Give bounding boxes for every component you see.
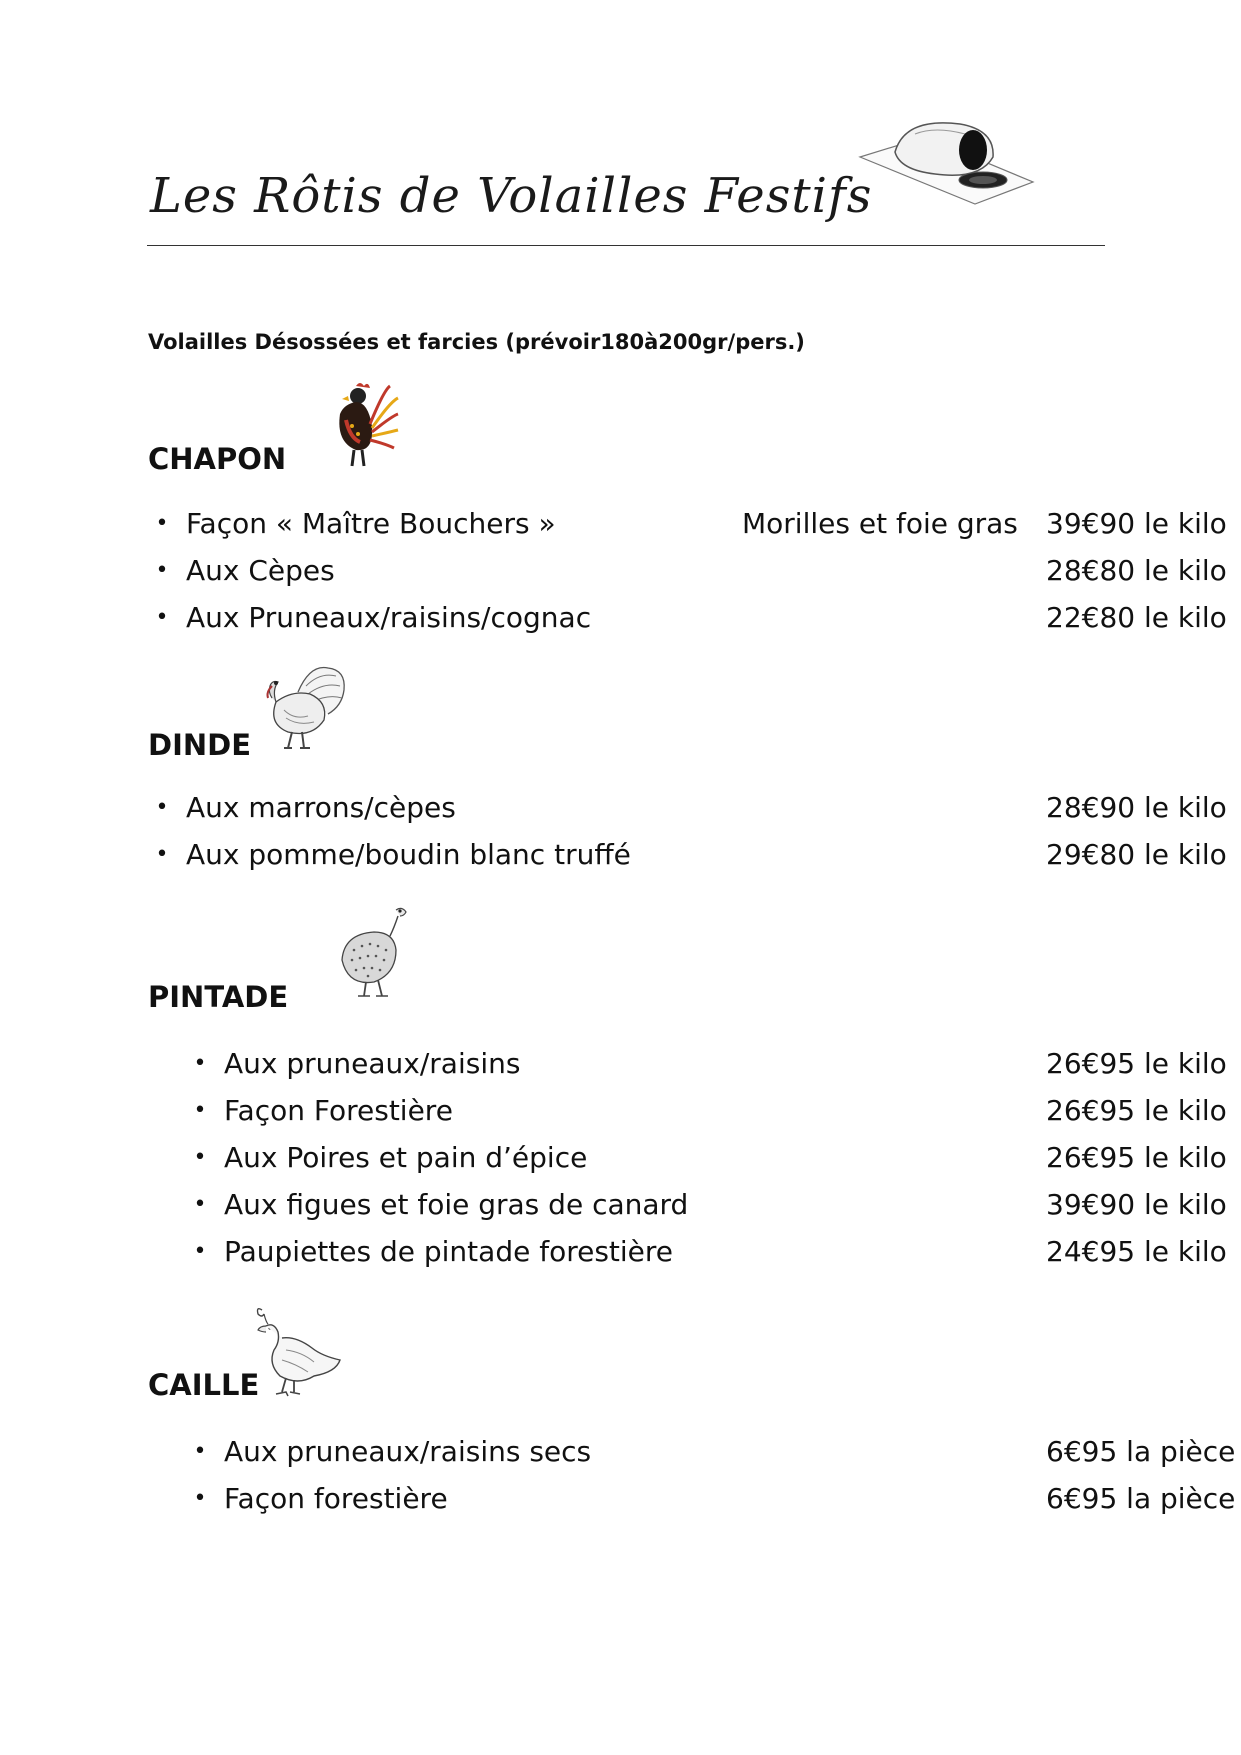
item-price: 28€80 le kilo: [1046, 554, 1227, 587]
guinea-fowl-icon: [334, 898, 418, 1002]
item-label: Aux Pruneaux/raisins/cognac: [186, 601, 592, 634]
item-price: 24€95 le kilo: [1046, 1235, 1227, 1268]
item-price: 39€90 le kilo: [1046, 1188, 1227, 1221]
bullet-icon: •: [193, 1486, 207, 1511]
roast-icon: [855, 112, 1035, 212]
bullet-icon: •: [193, 1239, 207, 1264]
turkey-icon: [258, 662, 350, 754]
item-price: 39€90 le kilo: [1046, 507, 1227, 540]
section-title-dinde: DINDE: [148, 728, 252, 762]
quail-icon: [252, 1304, 344, 1400]
bullet-icon: •: [155, 795, 169, 820]
item-label: Aux Cèpes: [186, 554, 335, 587]
item-note: Morilles et foie gras: [742, 507, 1018, 540]
page-title: Les Rôtis de Volailles Festifs: [150, 168, 873, 224]
bullet-icon: •: [193, 1439, 207, 1464]
bullet-icon: •: [193, 1051, 207, 1076]
item-price: 26€95 le kilo: [1046, 1047, 1227, 1080]
bullet-icon: •: [155, 842, 169, 867]
item-price: 6€95 la pièce: [1046, 1482, 1236, 1515]
item-price: 29€80 le kilo: [1046, 838, 1227, 871]
item-label: Aux pomme/boudin blanc truffé: [186, 838, 631, 871]
item-label: Façon Forestière: [224, 1094, 453, 1127]
item-price: 28€90 le kilo: [1046, 791, 1227, 824]
item-label: Aux pruneaux/raisins: [224, 1047, 521, 1080]
item-price: 6€95 la pièce: [1046, 1435, 1236, 1468]
bullet-icon: •: [193, 1098, 207, 1123]
item-label: Aux pruneaux/raisins secs: [224, 1435, 592, 1468]
bullet-icon: •: [155, 605, 169, 630]
subtitle: Volailles Désossées et farcies (prévoir180à200gr/pers.): [148, 330, 805, 354]
item-price: 22€80 le kilo: [1046, 601, 1227, 634]
section-title-chapon: CHAPON: [148, 442, 287, 476]
bullet-icon: •: [155, 511, 169, 536]
item-label: Aux Poires et pain d’épice: [224, 1141, 588, 1174]
item-label: Paupiettes de pintade forestière: [224, 1235, 674, 1268]
item-label: Façon forestière: [224, 1482, 448, 1515]
bullet-icon: •: [193, 1192, 207, 1217]
item-price: 26€95 le kilo: [1046, 1094, 1227, 1127]
bullet-icon: •: [155, 558, 169, 583]
item-price: 26€95 le kilo: [1046, 1141, 1227, 1174]
item-label: Façon « Maître Bouchers »: [186, 507, 556, 540]
rooster-icon: [328, 380, 400, 472]
bullet-icon: •: [193, 1145, 207, 1170]
section-title-caille: CAILLE: [148, 1368, 260, 1402]
section-title-pintade: PINTADE: [148, 980, 289, 1014]
title-divider: [147, 245, 1105, 246]
item-label: Aux figues et foie gras de canard: [224, 1188, 689, 1221]
item-label: Aux marrons/cèpes: [186, 791, 456, 824]
